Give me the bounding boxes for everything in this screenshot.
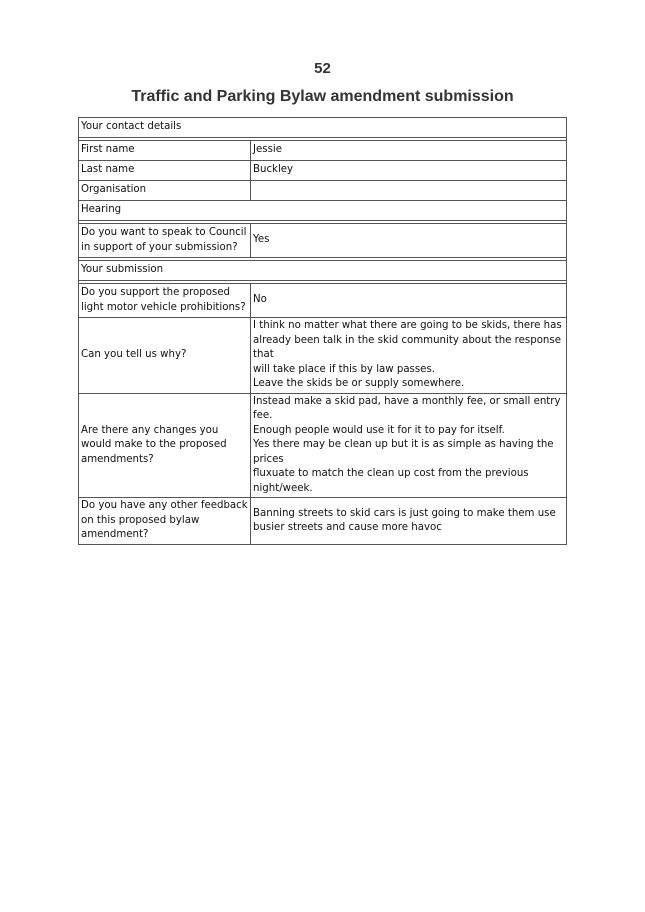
table-row: [79, 141, 566, 161]
field-label: First name: [79, 141, 251, 161]
field-label: Do you support the proposed light motor vehicle prohibitions?: [79, 284, 251, 318]
text-line: already been talk in the skid community about the response that: [253, 334, 561, 360]
document-title: Traffic and Parking Bylaw amendment submission: [131, 88, 514, 105]
table-row: [79, 181, 566, 201]
table-row: [79, 161, 566, 181]
section-heading: Hearing: [79, 201, 566, 221]
text-line: will take place if this by law passes.: [253, 363, 435, 375]
table-row: [79, 224, 566, 258]
text-line: Banning streets to skid cars is just going to make them use: [253, 507, 556, 519]
section-header-submission: [79, 261, 566, 281]
organisation-value: [251, 181, 566, 201]
table-row: [79, 394, 566, 499]
section-heading: Your submission: [79, 261, 566, 281]
field-label: Organisation: [79, 181, 251, 201]
text-line: Instead make a skid pad, have a monthly fee, or small entry fee.: [253, 395, 561, 421]
field-label: Can you tell us why?: [79, 318, 251, 394]
section-header-contact: [79, 118, 566, 138]
field-label: Do you have any other feedback on this proposed bylaw amendment?: [79, 498, 251, 544]
submission-form-table: [78, 117, 567, 545]
page-number: 52: [314, 60, 331, 77]
text-line: night/week.: [253, 482, 313, 494]
table-row: [79, 318, 566, 394]
text-line: fluxuate to match the clean up cost from the previous: [253, 468, 529, 479]
text-line: Enough people would use it for it to pay for itself.: [253, 424, 505, 436]
text-line: I think no matter what there are going to be skids, there has: [253, 320, 562, 331]
text-line: Yes there may be clean up but it is as simple as having the prices: [253, 439, 554, 465]
why-value: [251, 318, 566, 394]
table-row: [79, 284, 566, 318]
field-label: Last name: [79, 161, 251, 181]
text-line: busier streets and cause more havoc: [253, 522, 442, 533]
speak-value: Yes: [251, 224, 566, 258]
section-header-hearing: [79, 201, 566, 221]
feedback-value: [251, 498, 566, 544]
field-label: Do you want to speak to Council in support of your submission?: [79, 224, 251, 258]
first-name-value: Jessie: [251, 141, 566, 161]
section-heading: Your contact details: [79, 118, 566, 138]
changes-value: [251, 394, 566, 499]
last-name-value: Buckley: [251, 161, 566, 181]
field-label: Are there any changes you would make to the proposed amendments?: [79, 394, 251, 499]
support-value: No: [251, 284, 566, 318]
table-row: [79, 498, 566, 544]
text-line: Leave the skids be or supply somewhere.: [253, 378, 465, 389]
